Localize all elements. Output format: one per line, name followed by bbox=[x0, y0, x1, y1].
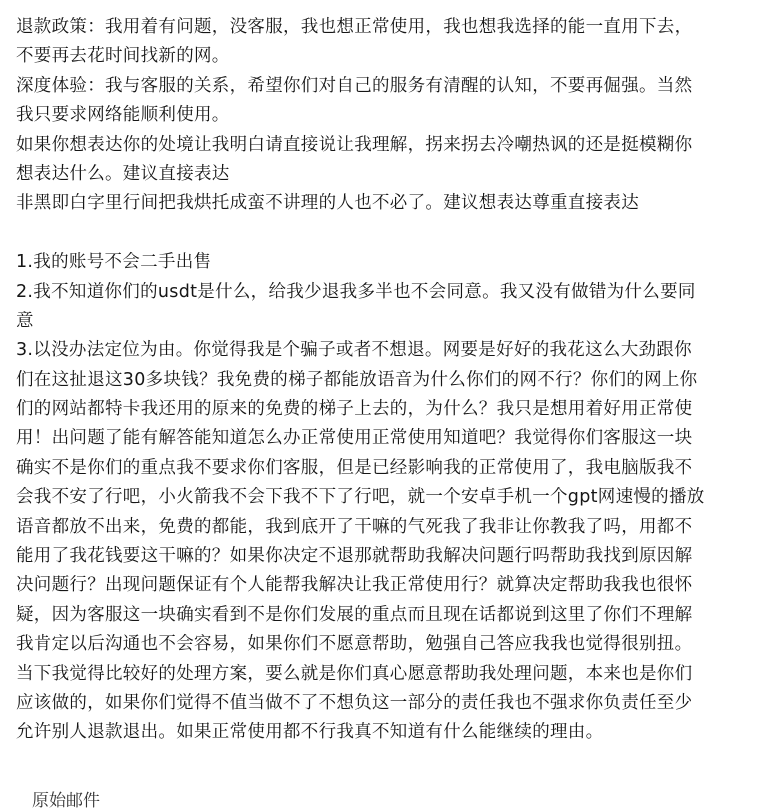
text-line: 不要再去花时间找新的网。 bbox=[16, 46, 230, 67]
text-line: 们的网站都特卡我还用的原来的免费的梯子上去的，为什么？我只是想用着好用正常使 bbox=[16, 399, 693, 420]
text-line: 深度体验：我与客服的关系，希望你们对自己的服务有清醒的认知，不要再倔强。当然 bbox=[16, 75, 693, 96]
text-line: 应该做的，如果你们觉得不值当做不了不想负这一部分的责任我也不强求你负责任至少 bbox=[16, 692, 693, 713]
text-line: 非黑即白字里行间把我烘托成蛮不讲理的人也不必了。建议想表达尊重直接表达 bbox=[16, 193, 639, 214]
text-line: 确实不是你们的重点我不要求你们客服，但是已经影响我的正常使用了，我电脑版我不 bbox=[16, 457, 693, 478]
list-item-1 bbox=[16, 248, 774, 277]
list-item-2 bbox=[16, 278, 774, 337]
refund-policy-paragraph bbox=[16, 13, 774, 72]
text-line: 2.我不知道你们的usdt是什么，给我少退我多半也不会同意。我又没有做错为什么要同 bbox=[16, 281, 696, 302]
text-line: 能用了我花钱要这干嘛的？如果你决定不退那就帮助我解决问题行吗帮助我找到原因解 bbox=[16, 546, 693, 567]
text-line: 1.我的账号不会二手出售 bbox=[16, 252, 212, 273]
text-line: 退款政策：我用着有问题，没客服，我也想正常使用，我也想我选择的能一直用下去， bbox=[16, 17, 693, 37]
text-line: 们在这扯退这30多块钱？我免费的梯子都能放语音为什么你们的网不行？你们的网上你 bbox=[16, 369, 698, 390]
message-body bbox=[16, 13, 774, 748]
list-item-3 bbox=[16, 336, 774, 747]
text-line: 当下我觉得比较好的处理方案，要么就是你们真心愿意帮助我处理问题，本来也是你们 bbox=[16, 663, 693, 684]
text-line: 如果你想表达你的处境让我明白请直接说让我理解，拐来拐去冷嘲热讽的还是挺模糊你 bbox=[16, 134, 693, 155]
direct-expression-paragraph bbox=[16, 131, 774, 190]
text-line: 语音都放不出来，免费的都能，我到底开了干嘛的气死我了我非让你教我了吗，用都不 bbox=[16, 516, 693, 537]
text-line: 决问题行？出现问题保证有个人能帮我解决让我正常使用行？就算决定帮助我我也很怀 bbox=[16, 575, 693, 596]
original-email-label[interactable]: 原始邮件 bbox=[32, 791, 100, 811]
text-line: 用！出问题了能有解答能知道怎么办正常使用正常使用知道吧？我觉得你们客服这一块 bbox=[16, 428, 693, 449]
text-line: 意 bbox=[16, 310, 34, 331]
text-line: 疑，因为客服这一块确实看到不是你们发展的重点而且现在话都说到这里了你们不理解 bbox=[16, 604, 693, 625]
text-line: 想表达什么。建议直接表达 bbox=[16, 163, 230, 184]
text-line: 我肯定以后沟通也不会容易，如果你们不愿意帮助，勉强自己答应我我也觉得很别扭。 bbox=[16, 634, 693, 655]
experience-paragraph bbox=[16, 72, 774, 131]
text-line: 3.以没办法定位为由。你觉得我是个骗子或者不想退。网要是好好的我花这么大劲跟你 bbox=[16, 340, 692, 361]
respect-paragraph bbox=[16, 189, 774, 218]
text-line: 我只要求网络能顺利使用。 bbox=[16, 105, 230, 126]
text-line: 允许别人退款退出。如果正常使用都不行我真不知道有什么能继续的理由。 bbox=[16, 722, 604, 743]
blank-line bbox=[16, 219, 774, 248]
text-line: 会我不安了行吧，小火箭我不会下我不下了行吧，就一个安卓手机一个gpt网速慢的播放 bbox=[16, 487, 705, 508]
